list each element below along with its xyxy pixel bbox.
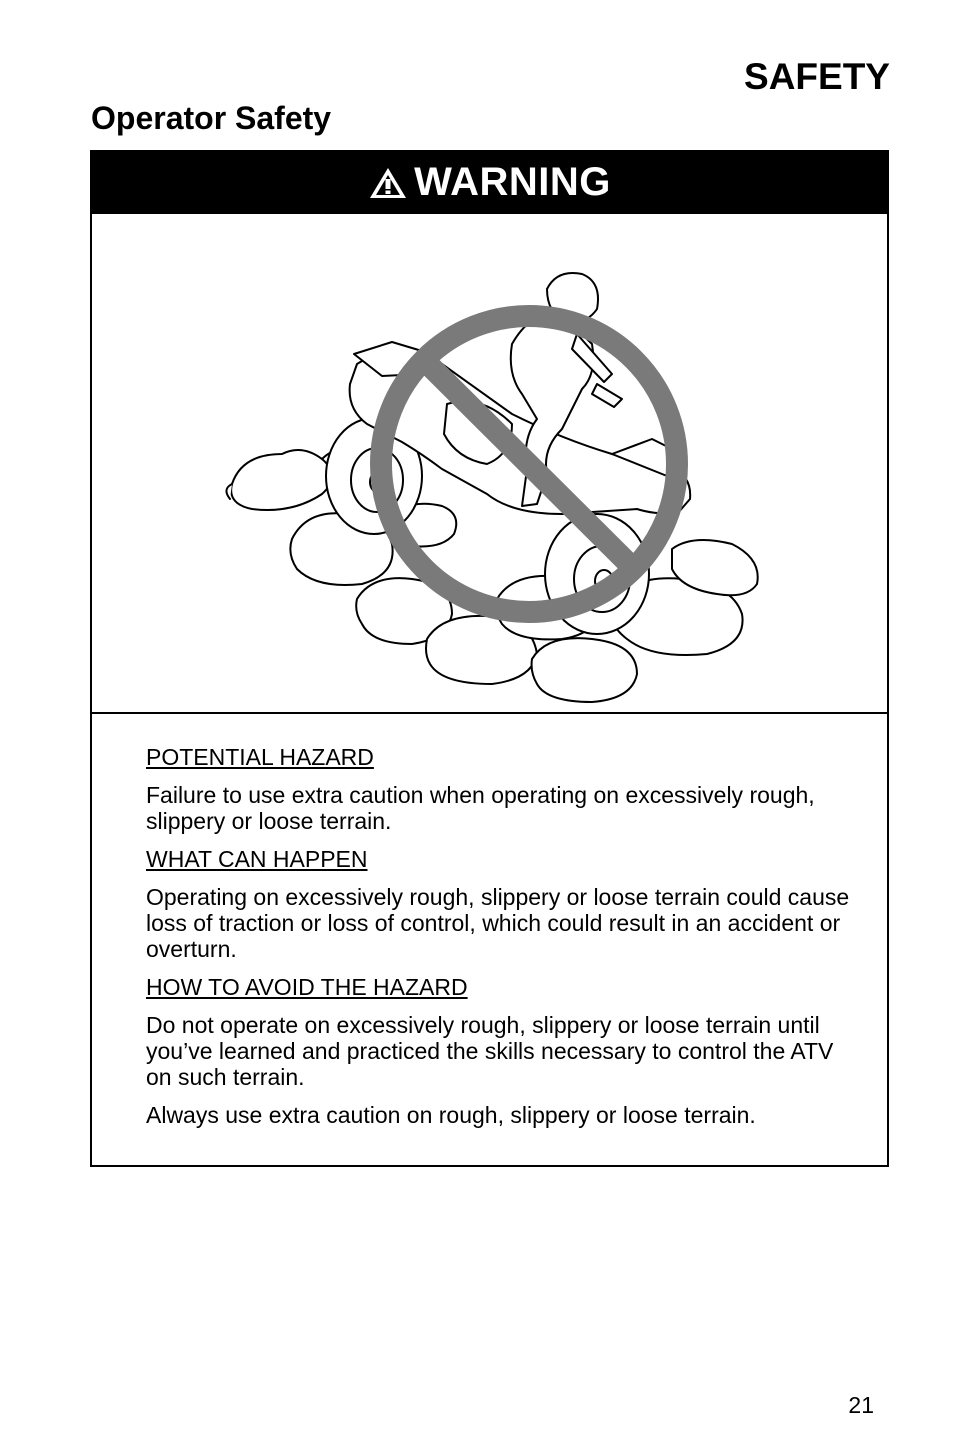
warning-illustration	[92, 212, 887, 714]
warning-label: WARNING	[414, 159, 611, 204]
what-can-happen-heading: WHAT CAN HAPPEN	[146, 846, 368, 872]
how-to-avoid-heading: HOW TO AVOID THE HAZARD	[146, 974, 468, 1000]
section-title: SAFETY	[744, 56, 890, 97]
warning-header	[92, 152, 887, 212]
extra-caution-text: Always use extra caution on rough, slippery or loose terrain.	[146, 1102, 756, 1128]
page-subtitle: Operator Safety	[91, 100, 332, 136]
how-to-avoid-text: Do not operate on excessively rough, slippery or loose terrain until you’ve learned and practiced the skills necessary to control the ATV on such terrain.	[146, 1012, 834, 1090]
warning-box	[90, 150, 889, 1167]
what-can-happen-text: Operating on excessively rough, slippery or loose terrain could cause loss of traction or loss of control, which could result in an accident or overturn.	[146, 884, 850, 962]
potential-hazard-heading: POTENTIAL HAZARD	[146, 744, 374, 770]
page-number: 21	[848, 1392, 874, 1418]
prohibited-atv-illustration	[92, 214, 887, 712]
potential-hazard-text: Failure to use extra caution when operating on excessively rough, slippery or loose terrain.	[146, 782, 815, 834]
warning-triangle-icon	[368, 166, 408, 200]
warning-text-area	[92, 714, 887, 1128]
